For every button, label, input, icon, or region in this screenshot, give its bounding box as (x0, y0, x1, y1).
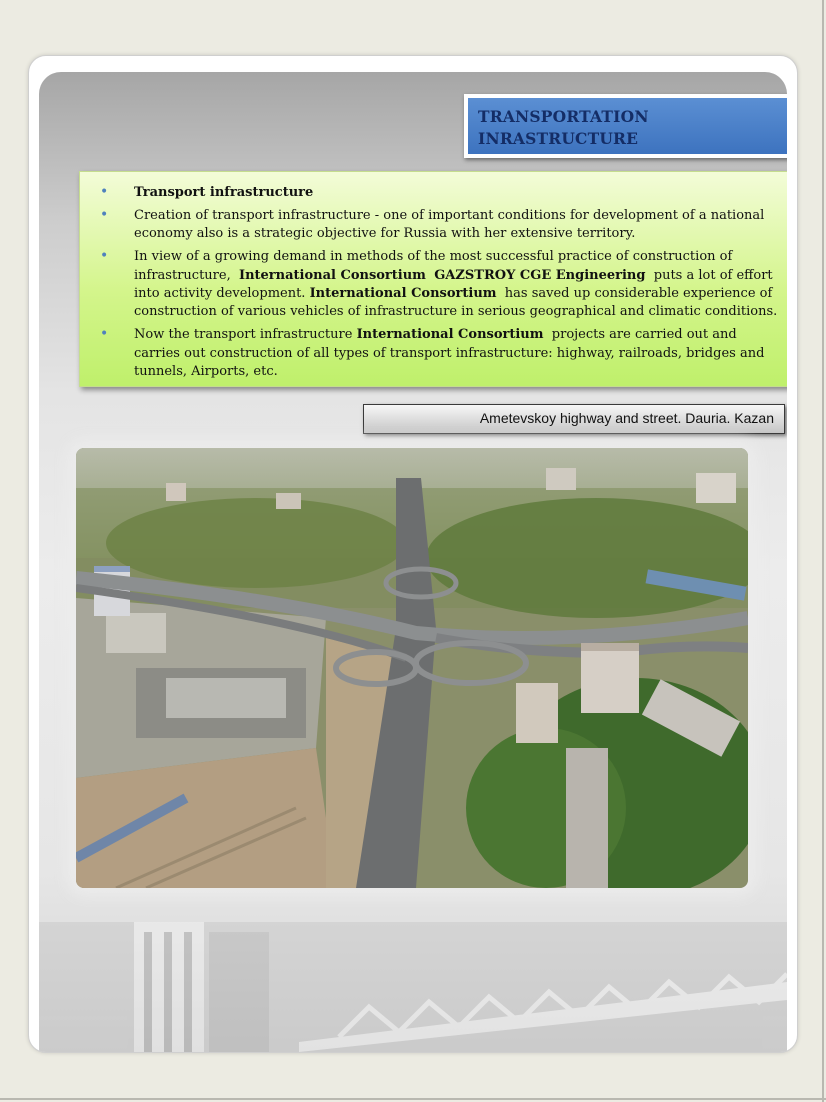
paragraph-text: Now the transport infrastructure (134, 327, 353, 343)
bullet-icon: • (100, 206, 109, 223)
aerial-photo (76, 448, 748, 888)
company-name: International Consortium (356, 327, 544, 343)
section-heading: Transport infrastructure (134, 185, 314, 200)
list-item (100, 248, 780, 322)
bullet-icon: • (100, 248, 109, 265)
title-line-2: INRASTRUCTURE (478, 129, 639, 148)
page-title (468, 98, 787, 154)
decorative-bridge-image (39, 922, 787, 1052)
page-edge (0, 1098, 826, 1100)
paragraph-text: has saved up considerable experience of construction of various vehicles of infrastructure in serious geographical and climatic conditions. (134, 286, 778, 320)
photo-caption: Ametevskoy highway and street. Dauria. Kazan (363, 404, 785, 434)
bullet-icon: • (100, 326, 109, 343)
bullet-icon: • (100, 184, 109, 200)
list-item (100, 326, 780, 381)
paragraph-text: In view of a growing demand in methods of the most successful practice of construction of infrastructure, (134, 249, 733, 283)
gray-panel (39, 72, 787, 1052)
bullet-list (100, 184, 780, 382)
title-frame (464, 94, 787, 158)
list-item (100, 207, 780, 244)
company-name: International Consortium (309, 286, 497, 302)
company-name: International Consortium (238, 267, 426, 283)
paragraph-text: projects are carried out and carries out construction of all types of transport infrastructure: highway, railroads, bridges and tunnels, Airports, etc. (134, 327, 765, 380)
list-item (100, 184, 780, 202)
title-line-1: TRANSPORTATION (478, 107, 649, 126)
page-card (28, 55, 798, 1053)
content-box (79, 171, 787, 387)
paragraph-text: Creation of transport infrastructure - one of important conditions for development of a national economy also is a strategic objective for Russia with her extensive territory. (134, 207, 765, 242)
page-edge (822, 0, 824, 1102)
company-name: GAZSTROY CGE Engineering (434, 267, 646, 283)
paragraph-text: puts a lot of effort into activity development. (134, 267, 773, 302)
